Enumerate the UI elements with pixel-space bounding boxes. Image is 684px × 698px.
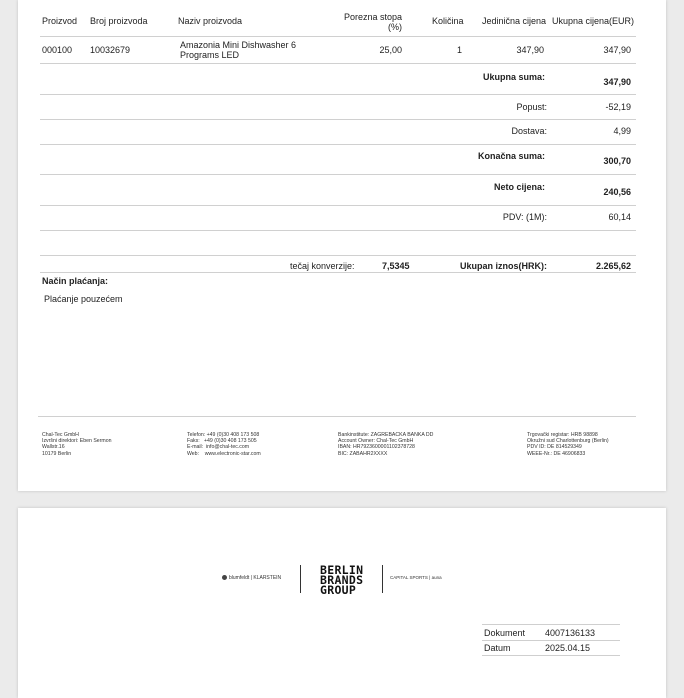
row-name-line1: Amazonia Mini Dishwasher 6 — [180, 40, 297, 50]
logo-separator — [300, 565, 301, 593]
summary-divider — [40, 272, 636, 273]
payment-method: Plaćanje pouzećem — [44, 294, 123, 304]
header-total-price: Ukupna cijena(EUR) — [552, 16, 635, 26]
logo-separator — [382, 565, 383, 593]
shipping-value: 4,99 — [613, 126, 631, 136]
footer-register: Trgovački registar: HRB 98898 Okružni sud Charlottenburg (Berlin) PDV ID: DE 814529349 WEEE-Nr.: DE 46906833 — [527, 432, 609, 457]
header-quantity: Količina — [432, 16, 464, 26]
payment-title: Način plaćanja: — [42, 276, 109, 286]
header-divider — [40, 36, 636, 37]
row-total-price: 347,90 — [603, 45, 631, 55]
row-divider — [40, 63, 636, 64]
date-value: 2025.04.15 — [545, 643, 591, 653]
net-value: 240,56 — [603, 187, 631, 197]
final-label: Konačna suma: — [477, 151, 545, 161]
hrk-label: Ukupan iznos(HRK): — [460, 261, 547, 271]
discount-value: -52,19 — [605, 102, 631, 112]
total-label: Ukupna suma: — [482, 72, 545, 82]
document-label: Dokument — [484, 628, 526, 638]
row-unit-price: 347,90 — [516, 45, 544, 55]
row-tax: 25,00 — [379, 45, 402, 55]
discount-label: Popust: — [516, 102, 547, 112]
total-value: 347,90 — [603, 77, 631, 87]
header-unit-price: Jedinična cijena — [482, 16, 547, 26]
brands-logo-right: CAPITAL SPORTS | auna — [390, 575, 442, 580]
header-product: Proizvod — [42, 16, 78, 26]
brands-logo-left: blumfeldt | KLARSTEIN — [222, 575, 281, 581]
vat-label: PDV: (1M): — [502, 212, 547, 222]
date-label: Datum — [484, 643, 511, 653]
header-tax-line1: Porezna stopa — [343, 12, 402, 22]
header-tax-rate — [340, 12, 402, 32]
conversion-value: 7,5345 — [382, 261, 410, 271]
row-product-name — [180, 40, 296, 60]
row-name-line2: Programs LED — [180, 50, 240, 60]
row-product: 000100 — [42, 45, 73, 55]
final-value: 300,70 — [603, 156, 631, 166]
document-value: 4007136133 — [545, 628, 596, 638]
summary-divider — [40, 94, 636, 95]
shipping-label: Dostava: — [511, 126, 547, 136]
doc-info-divider — [482, 624, 620, 625]
footer-bank: Bankinstitute: ZAGREBACKA BANKA DD Account Owner: Chal-Tec GmbH IBAN: HR7923600001102378728 BIC: ZABAHR2XXXX — [338, 432, 434, 457]
blumfeldt-icon — [222, 575, 227, 580]
summary-divider — [40, 255, 636, 256]
vat-value: 60,14 — [608, 212, 631, 222]
invoice-page-2 — [18, 508, 666, 698]
footer-divider — [38, 416, 636, 417]
invoice-page-1 — [18, 0, 666, 491]
summary-divider — [40, 230, 636, 231]
conversion-label: tečaj konverzije: — [290, 261, 355, 271]
summary-divider — [40, 144, 636, 145]
summary-divider — [40, 205, 636, 206]
header-product-name: Naziv proizvoda — [178, 16, 243, 26]
header-tax-line2: (%) — [388, 22, 402, 32]
doc-info-divider — [482, 655, 620, 656]
net-label: Neto cijena: — [493, 182, 545, 192]
doc-info-divider — [482, 640, 620, 641]
summary-divider — [40, 174, 636, 175]
row-qty: 1 — [456, 45, 462, 55]
row-product-no: 10032679 — [90, 45, 131, 55]
header-product-no: Broj proizvoda — [90, 16, 148, 26]
footer-company: Chal-Tec GmbH Izvršni direktori: Eben Sermon Wallstr.16 10179 Berlin — [42, 432, 112, 457]
footer-contact: Telefon: +49 (0)30 408 173 508 Faks: +49 (0)30 408 173 505 E-mail: info@chal-tec.com Web: www.electronic-star.com — [187, 432, 261, 457]
summary-divider — [40, 119, 636, 120]
hrk-value: 2.265,62 — [595, 261, 631, 271]
berlin-brands-group-logo: BERLIN BRANDS GROUP — [320, 563, 364, 597]
